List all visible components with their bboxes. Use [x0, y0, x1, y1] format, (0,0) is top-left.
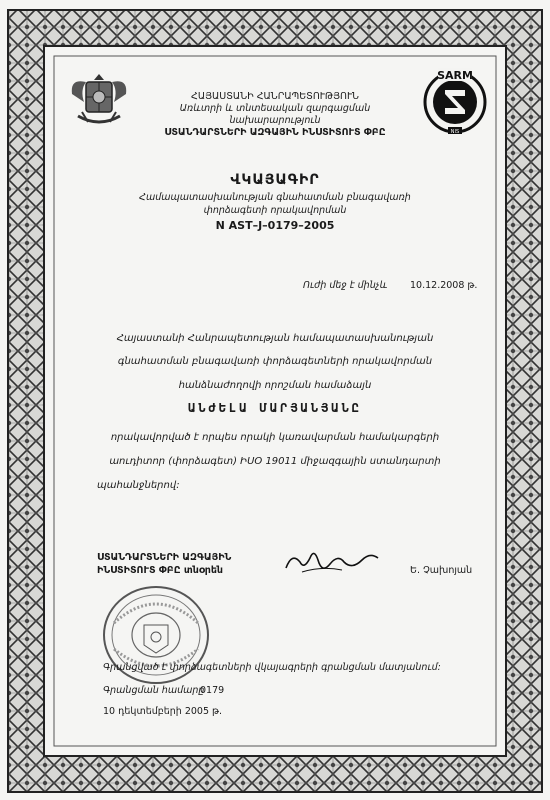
signer-name: Ե. Չախոյան — [410, 565, 473, 576]
logo-subtext: NIS — [450, 129, 460, 135]
registry-number: 0179 — [200, 685, 225, 696]
body-line-2: գնահատման բնագավառի փորձագետների որակավորման — [117, 356, 433, 367]
validity-label: Ուժի մեջ է մինչև — [303, 280, 388, 291]
registry-line: Գրանցված է փորձագետների վկայագրերի գրանցման մատյանում: — [103, 662, 441, 673]
certificate-title: ՎԿԱՅԱԳԻՐ — [230, 172, 320, 188]
body-line-5: աուդիտոր (փորձագետ) ԻՍՕ 19011 միջազգային ստանդարտի — [109, 456, 441, 467]
header-ministry-line2: նախարարություն — [229, 115, 321, 126]
body-line-1: Հայաստանի Հանրապետության համապատասխանության — [116, 333, 434, 344]
header-ministry-line1: Առևտրի և տնտեսական զարգացման — [179, 103, 371, 114]
header-country: ՀԱՅԱՍՏԱՆԻ ՀԱՆՐԱՊԵՏՈՒԹՅՈՒՆ — [191, 91, 359, 102]
validity-date: 10.12.2008 թ. — [410, 280, 478, 291]
body-line-3: հանձնաժողովի որոշման համաձայն — [178, 380, 372, 391]
certificate-number: N AST–J–0179–2005 — [215, 219, 335, 232]
logo-text: SARM — [437, 69, 473, 82]
handwritten-signature — [282, 540, 382, 580]
signature-org-line1: ՍՏԱՆԴԱՐՏՆԵՐԻ ԱԶԳԱՅԻՆ — [97, 552, 232, 563]
certificate-subtitle-line1: Համապատասխանության գնահատման բնագավառի — [139, 192, 411, 203]
coat-of-arms-emblem — [68, 72, 130, 130]
registry-date: 10 դեկտեմբերի 2005 թ. — [103, 706, 223, 717]
holder-name: ԱՆԺԵԼԱ ՄԱՐՅԱՆՅԱՆԸ — [188, 401, 362, 415]
signature-org-line2: ԻՆՍՏԻՏՈՒՏ ՓԲԸ տնօրեն — [97, 565, 224, 576]
body-line-6: պահանջներով: — [97, 480, 180, 491]
body-line-4: որակավորված է որպես որակի կառավարման համակարգերի — [110, 432, 440, 443]
sarm-logo-icon — [420, 64, 490, 136]
header-institute: ՍՏԱՆԴԱՐՏՆԵՐԻ ԱԶԳԱՅԻՆ ԻՆՍՏԻՏՈՒՏ ՓԲԸ — [164, 127, 386, 138]
certificate-subtitle-line2: փորձագետի որակավորման — [203, 205, 347, 216]
registry-number-label: Գրանցման համարը — [103, 685, 205, 696]
